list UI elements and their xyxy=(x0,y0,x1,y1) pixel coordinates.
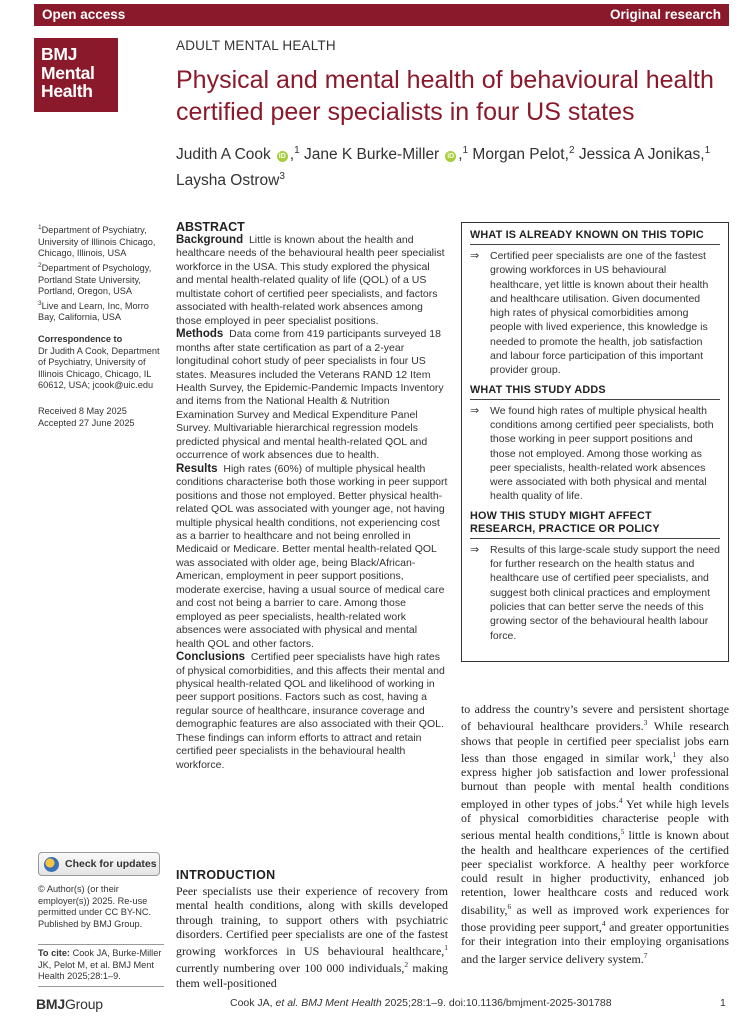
adds-item: ⇒ We found high rates of multiple physical health conditions among certified peer specialists, both those working in peer support positions and those not employed. Among those working as peer specialists, health-related work absences were associated with both physical and mental health quality of life. xyxy=(470,404,714,503)
affiliation-item: $^1$Department of Psychiatry, University of Illinois Chicago, Chicago, Illinois, USA xyxy=(38,224,156,259)
crossmark-icon xyxy=(44,857,59,872)
to-cite-text: Cook JA, Burke-Miller JK, Pelot M, et al. BMJ Ment Health 2025;28:1–9. xyxy=(38,948,162,982)
affect-item: ⇒ Results of this large-scale study support the need for further research on the health status and healthcare use of certified peer specialists, and suggest both clinical practices and employment policies that can better serve the needs of this growing sector of the behavioural health labour force. xyxy=(470,543,720,642)
check-updates-button[interactable] xyxy=(38,852,160,876)
journal-logo xyxy=(34,38,118,112)
author[interactable]: Judith A Cook xyxy=(176,146,271,164)
reference-link[interactable]: 4 xyxy=(618,795,623,805)
arrow-icon: ⇒ xyxy=(470,404,480,417)
section-label: ADULT MENTAL HEALTH xyxy=(176,38,336,53)
logo-line-3: Health xyxy=(41,81,93,101)
affiliation-ref: 1 xyxy=(294,145,300,156)
arrow-icon: ⇒ xyxy=(470,543,480,556)
reference-link[interactable]: 1 xyxy=(672,749,677,759)
introduction-right-column: to address the country’s severe and persistent shortage of behavioural healthcare providers.$^3$ While research shows that people in certified peer specialist jobs earn less than those engaged in similar work,$^1$ they also express higher job satisfaction and lower professional burnout than people with mental health conditions employed in other types of jobs.$^4$ Yet while high levels of physical comorbidities characterise people with serious mental health conditions,$^5$ little is known about the health and healthcare experiences of the certified peer specialist workforce. A healthy peer workforce could result in higher productivity, enhanced job retention, lower healthcare costs and reduced work disability,$^6$ as well as improved work experiences for those providing peer support,$^4$ and greater opportunities for their integration into their employing organisations and the larger service delivery system.$^7$ xyxy=(461,702,730,966)
author[interactable]: Jane K Burke-Miller xyxy=(303,146,440,164)
abstract-results: Results High rates (60%) of multiple physical health conditions characterise both those working in peer support positions and those not employed. Better physical health-related QOL was associated with younger age, not having multiple physical health conditions, not experiencing cost as a barrier to healthcare and not being enrolled in Medicaid or Medicare. Better mental health-related QOL was associated with older age, being Black/African-American, employment in peer support positions, moderate exercise, having a usual source of medical care and cost not being a barrier to care. Among those employed as peer specialists, health-related work absences were associated with physical and mental health QOL and other factors. xyxy=(176,462,448,650)
reference-link[interactable]: 1 xyxy=(444,943,448,953)
article-type-label: Original research xyxy=(609,7,721,22)
introduction-left-column: Peer specialists use their experience of recovery from mental health conditions, along with skills developed through training, to support others with psychiatric disorders. Certified peer specialists are one of the fastest growing workforces in US behavioural healthcare,$^1$ currently numbering over 100 000 individuals,$^2$ making them well-positioned xyxy=(176,884,448,990)
to-cite-box xyxy=(38,944,164,987)
affiliation-ref: 1 xyxy=(462,145,469,156)
affiliation-ref: 3 xyxy=(279,171,285,183)
affiliation-ref: 1 xyxy=(704,145,711,156)
author-list: Judith A Cook iD ,$^1$ Jane K Burke-Miller iD ,$^1$ Morgan Pelot,$^2$ Jessica A Jonikas,$^1$ Laysha Ostrow$^3$ xyxy=(176,145,711,190)
affiliations xyxy=(38,222,166,324)
abstract-background: Background Little is known about the health and healthcare needs of the behavioural health peer specialist workforce in the USA. This study explored the physical and mental health-related quality of life (QOL) of a US multistate cohort of certified peer specialists, and factors associated with health-related work absences among those employed in peer specialist positions. xyxy=(176,234,445,327)
affect-heading: HOW THIS STUDY MIGHT AFFECT RESEARCH, PRACTICE OR POLICY xyxy=(470,510,720,539)
footer-citation: Cook JA, et al. BMJ Ment Health 2025;28:1–9. doi:10.1136/bmjment-2025-301788 xyxy=(230,997,612,1009)
affiliation-item: $^3$Live and Learn, Inc, Morro Bay, California, USA xyxy=(38,299,149,323)
known-heading: WHAT IS ALREADY KNOWN ON THIS TOPIC xyxy=(470,229,720,245)
logo-line-1: BMJ xyxy=(41,44,78,64)
author[interactable]: Morgan Pelot xyxy=(472,146,565,164)
reference-link[interactable]: 3 xyxy=(643,718,648,728)
abstract-heading: ABSTRACT xyxy=(176,220,245,234)
reference-link[interactable]: 2 xyxy=(404,960,409,970)
copyright-notice: © Author(s) (or their employer(s)) 2025. Re-use permitted under CC BY-NC. Published by BMJ Group. xyxy=(38,884,152,929)
key-messages-box xyxy=(461,222,729,662)
author[interactable]: Laysha Ostrow xyxy=(176,172,280,190)
orcid-icon[interactable]: iD xyxy=(447,153,455,161)
logo-line-2: Mental xyxy=(41,62,95,83)
correspondence-heading: Correspondence to xyxy=(38,334,123,344)
article-dates xyxy=(38,406,166,429)
known-item: ⇒ Certified peer specialists are one of the fastest growing workforces in US behavioural healthcare, yet little is known about their health and healthcare utilisation. Given documented high rates of physical comorbidities among people with lived experience, this knowledge is needed to promote the health, job satisfaction and labour force participation of this important provider group. xyxy=(470,250,709,377)
abstract-conclusions: Conclusions Certified peer specialists have high rates of physical comorbidities, and this affects their mental and physical health-related QOL and likelihood of working in peer support positions. Factors such as cost, having a regular source of healthcare, insurance coverage and demographic features are also associated with their QOL. These findings can inform efforts to attract and retain certified peer specialists in the behavioural health workforce. xyxy=(176,651,445,771)
introduction-heading: INTRODUCTION xyxy=(176,868,276,882)
bmj-group-logo: BMJGroup xyxy=(36,996,103,1012)
arrow-icon: ⇒ xyxy=(470,250,480,262)
reference-link[interactable]: 6 xyxy=(507,901,512,911)
open-access-label: Open access xyxy=(42,7,126,22)
abstract-methods: Methods Data come from 419 participants surveyed 18 months after state certification as part of a 2-year longitudinal cohort study of peer specialists in four US states. Measures included the Veterans RAND 12 Item Health Survey, the Epidemic-Pandemic Impacts Inventory and items from the National Health & Nutrition Examination Survey and Medical Expenditure Panel Survey. Multivariable hierarchical regression models predicted physical and mental health-related QOL and occurrence of work absences due to health. xyxy=(176,328,444,462)
top-banner xyxy=(34,4,729,26)
author[interactable]: Jessica A Jonikas xyxy=(578,146,701,164)
received-date: Received 8 May 2025 xyxy=(38,406,127,416)
accepted-date: Accepted 27 June 2025 xyxy=(38,417,135,428)
affiliation-item: $^2$Department of Psychology, Portland State University, Portland, Oregon, USA xyxy=(38,261,152,297)
page-number: 1 xyxy=(720,997,726,1009)
affiliation-ref: 2 xyxy=(568,145,575,156)
abstract xyxy=(176,220,448,772)
article-title: Physical and mental health of behavioural health certified peer specialists in four US states xyxy=(176,66,714,126)
correspondence-text: Dr Judith A Cook, Department of Psychiatry, University of Illinois Chicago, Chicago, IL 60612, USA; jcook@uic.edu xyxy=(38,345,160,391)
check-updates-label: Check for updates xyxy=(65,858,157,870)
reference-link[interactable]: 7 xyxy=(643,950,648,960)
reference-link[interactable]: 4 xyxy=(601,919,606,928)
reference-link[interactable]: 5 xyxy=(620,827,625,837)
to-cite-label: To cite: xyxy=(38,948,70,958)
orcid-icon[interactable]: iD xyxy=(278,153,286,161)
adds-heading: WHAT THIS STUDY ADDS xyxy=(470,384,720,400)
correspondence xyxy=(38,334,166,392)
